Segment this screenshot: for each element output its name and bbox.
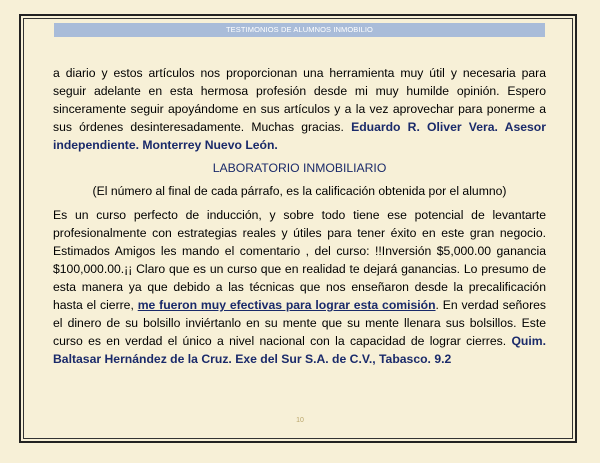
testimonial-2-text-b: . En verdad señores el dinero de su bolsillo inviértanlo en su mente que su mente llenara sus bolsillos. Este curso es en verdad el único a nivel nacional con la capacidad de lograr cierres. xyxy=(53,298,546,348)
testimonial-1-signature: Eduardo R. Oliver Vera. Asesor independiente. Monterrey Nuevo León. xyxy=(53,120,546,152)
testimonial-1-text: a diario y estos artículos nos proporcionan una herramienta muy útil y necesaria para seguir adelante en esta hermosa profesión desde mi muy humilde opinión. Espero sinceramente seguir apoyándome en sus artículos y a la vez aprovechar para ponerme a sus órdenes desinteresadamente. Muchas gracias. xyxy=(53,66,546,134)
page-number: 10 xyxy=(296,417,304,424)
section-note: (El número al final de cada párrafo, es la calificación obtenida por el alumno) xyxy=(92,184,507,198)
testimonial-paragraph-1 xyxy=(53,64,546,154)
testimonial-2-highlight: me fueron muy efectivas para lograr esta comisión xyxy=(137,298,436,312)
testimonial-2-signature: Quim. Baltasar Hernández de la Cruz. Exe del Sur S.A. de C.V., Tabasco. 9.2 xyxy=(53,334,546,366)
testimonial-2-text-a: Es un curso perfecto de inducción, y sobre todo tiene ese potencial de levantarte profesionalmente con estrategias reales y útiles para tener éxito en este gran negocio. Estimados Amigos les mando el comentario , del curso: !!Inversión $5,000.00 ganancia $100,000.00.¡¡ Claro que es un curso que en realidad te dejará ganancias. Lo presumo de esta manera ya que debido a las técnicas que nos enseñaron desde la precalificación hasta el cierre, xyxy=(53,208,546,312)
section-title xyxy=(53,159,546,177)
document-body xyxy=(53,64,546,368)
section-title-text: LABORATORIO INMOBILIARIO xyxy=(212,161,387,175)
testimonial-paragraph-2 xyxy=(53,206,546,368)
page-header: TESTIMONIOS DE ALUMNOS INMOBILIO xyxy=(54,23,545,37)
